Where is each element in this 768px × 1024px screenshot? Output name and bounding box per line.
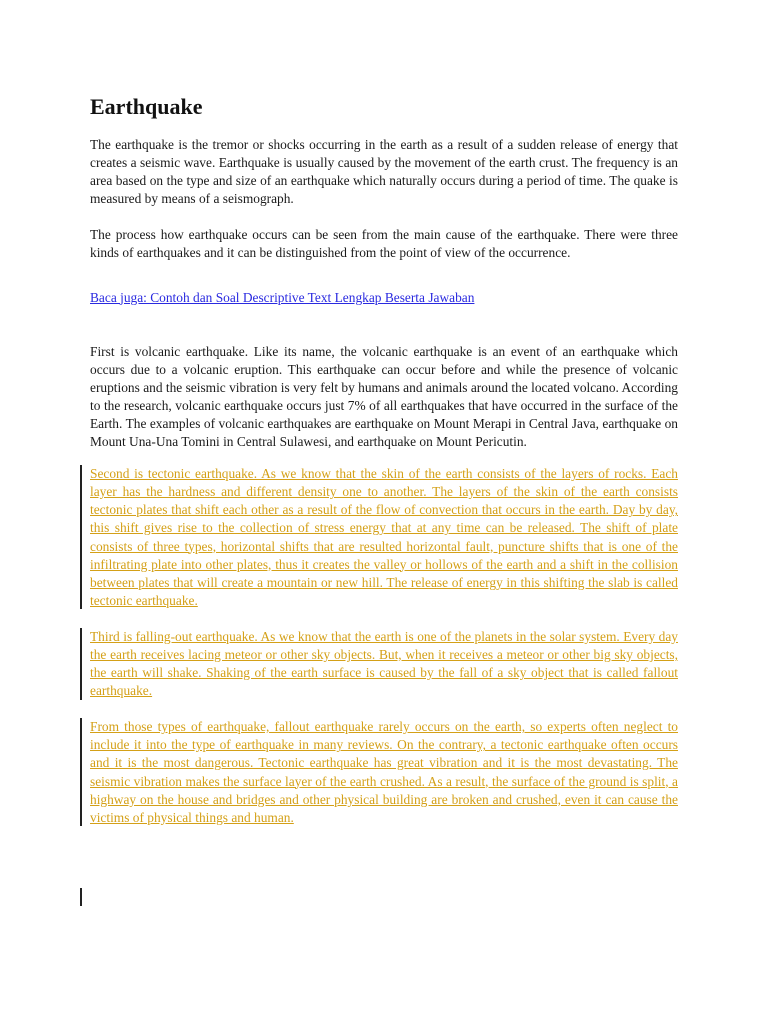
document-content	[90, 92, 678, 827]
volcanic-paragraph: First is volcanic earthquake. Like its name, the volcanic earthquake is an event of an earthquake which occurs due to a volcanic eruption. This earthquake can occur before and while the presence of volcanic eruptions and the seismic vibration is very felt by humans and animals around the located volcano. According to the research, volcanic earthquake occurs just 7% of all earthquakes that have occurred in the surface of the Earth. The examples of volcanic earthquakes are earthquake on Mount Merapi in Central Java, earthquake on Mount Una-Una Tomini in Central Sulawesi, and earthquake on Mount Pericutin.	[90, 343, 678, 450]
process-paragraph: The process how earthquake occurs can be seen from the main cause of the earthquake. There were three kinds of earthquakes and it can be distinguished from the point of view of the occurrence.	[90, 227, 678, 261]
document-title: Earthquake	[90, 94, 203, 119]
text-cursor[interactable]	[80, 888, 82, 906]
fallout-highlight-block	[90, 628, 678, 700]
related-link-line	[90, 289, 678, 307]
related-article-link[interactable]: Baca juga: Contoh dan Soal Descriptive Text Lengkap Beserta Jawaban	[90, 289, 475, 305]
intro-paragraph: The earthquake is the tremor or shocks occurring in the earth as a result of a sudden release of energy that creates a seismic wave. Earthquake is usually caused by the movement of the earth crust. The frequency is an area based on the type and size of an earthquake which naturally occurs during a period of time. The quake is measured by means of a seismograph.	[90, 137, 678, 207]
conclusion-highlight-block	[90, 718, 678, 827]
change-bar	[80, 465, 82, 609]
tectonic-paragraph: Second is tectonic earthquake. As we know that the skin of the earth consists of the layers of rocks. Each layer has the hardness and different density one to another. The layers of the skin of the earth consists tectonic plates that shift each other as a result of the flow of convection that occurs in the earth. Day by day, this shift gives rise to the collection of stress energy that at any time can be released. The shift of plate consists of three types, horizontal shifts that are resulted horizontal fault, puncture shifts that is one of the infiltrating plate into other plates, thus it creates the valley or hollows of the earth and a shift in the collision between plates that will create a mountain or new hill. The release of energy in this shifting the slab is called tectonic earthquake.	[90, 466, 678, 608]
change-bar	[80, 718, 82, 826]
tectonic-highlight-block	[90, 465, 678, 610]
conclusion-paragraph: From those types of earthquake, fallout earthquake rarely occurs on the earth, so experts often neglect to include it into the type of earthquake in many reviews. On the contrary, a tectonic earthquake often occurs and it is the most dangerous. Tectonic earthquake has great vibration and it is the most devastating. The seismic vibration makes the surface layer of the earth crushed. As a result, the surface of the ground is split, a highway on the house and bridges and other physical building are broken and crushed, even it can cause the victims of physical things and human.	[90, 719, 678, 825]
fallout-paragraph: Third is falling-out earthquake. As we know that the earth is one of the planets in the solar system. Every day the earth receives lacing meteor or other sky objects. But, when it receives a meteor or other big sky objects, the earth will shake. Shaking of the earth surface is caused by the fall of a sky object that is called fallout earthquake.	[90, 628, 678, 699]
change-bar	[80, 628, 82, 700]
